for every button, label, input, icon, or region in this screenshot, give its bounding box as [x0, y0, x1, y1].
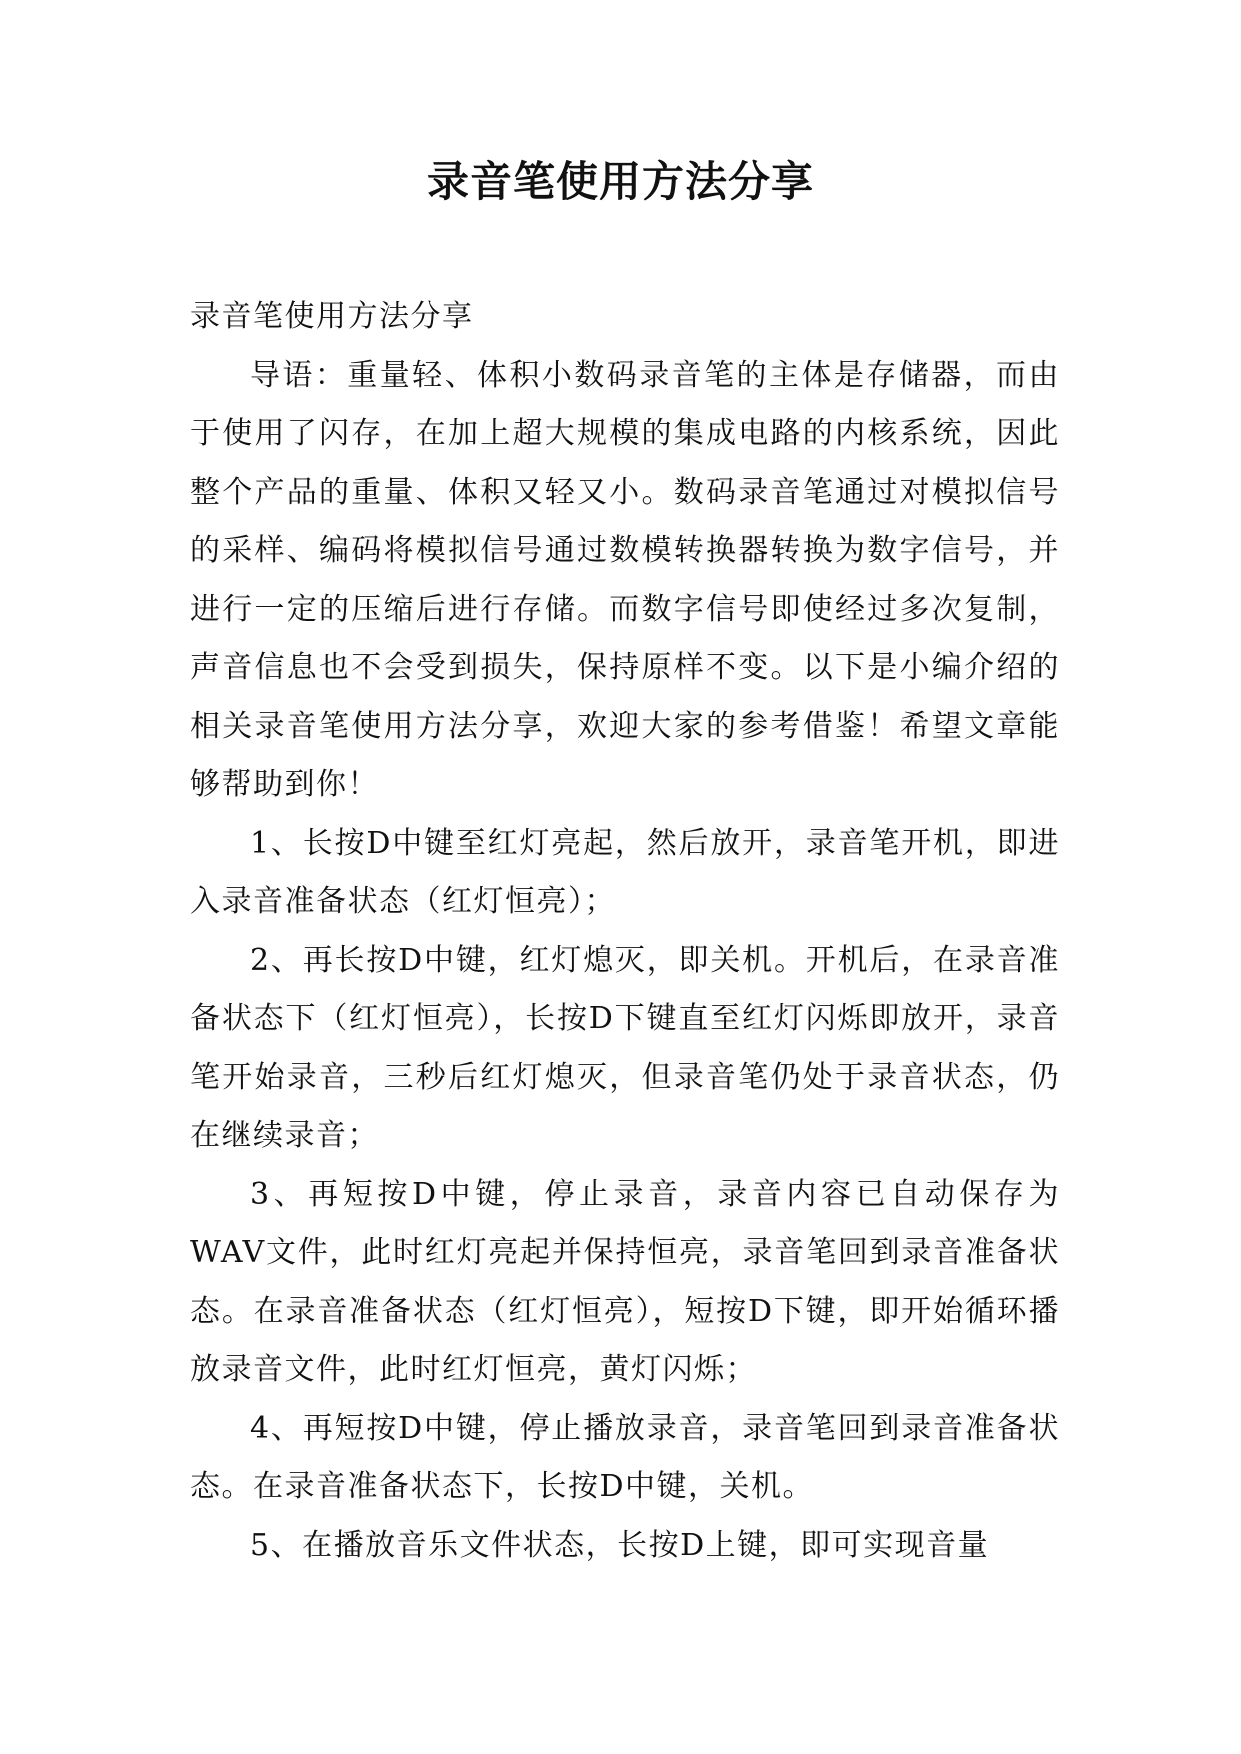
- step-2-paragraph: 2、再长按D中键，红灯熄灭，即关机。开机后，在录音准备状态下（红灯恒亮），长按D下键直至红灯闪烁即放开，录音笔开始录音，三秒后红灯熄灭，但录音笔仍处于录音状态，仍在继续录音；: [190, 942, 1060, 1153]
- step-5-paragraph: 5、在播放音乐文件状态，长按D上键，即可实现音量: [250, 1527, 990, 1563]
- document-subtitle: 录音笔使用方法分享: [190, 299, 474, 334]
- step-3-paragraph: 3、再短按D中键，停止录音，录音内容已自动保存为WAV文件，此时红灯亮起并保持恒亮，录音笔回到录音准备状态。在录音准备状态（红灯恒亮），短按D下键，即开始循环播放录音文件，此时红灯恒亮，黄灯闪烁；: [190, 1176, 1060, 1387]
- intro-paragraph: 导语：重量轻、体积小数码录音笔的主体是存储器，而由于使用了闪存，在加上超大规模的集成电路的内核系统，因此整个产品的重量、体积又轻又小。数码录音笔通过对模拟信号的采样、编码将模拟信号通过数模转换器转换为数字信号，并进行一定的压缩后进行存储。而数字信号即使经过多次复制，声音信息也不会受到损失，保持原样不变。以下是小编介绍的相关录音笔使用方法分享，欢迎大家的参考借鉴！希望文章能够帮助到你！: [190, 357, 1060, 802]
- document-body: [190, 288, 1060, 1575]
- step-4-paragraph: 4、再短按D中键，停止播放录音，录音笔回到录音准备状态。在录音准备状态下，长按D中键，关机。: [190, 1410, 1060, 1504]
- step-1-paragraph: 1、长按D中键至红灯亮起，然后放开，录音笔开机，即进入录音准备状态（红灯恒亮）；: [190, 825, 1060, 919]
- document-title: 录音笔使用方法分享: [426, 157, 814, 206]
